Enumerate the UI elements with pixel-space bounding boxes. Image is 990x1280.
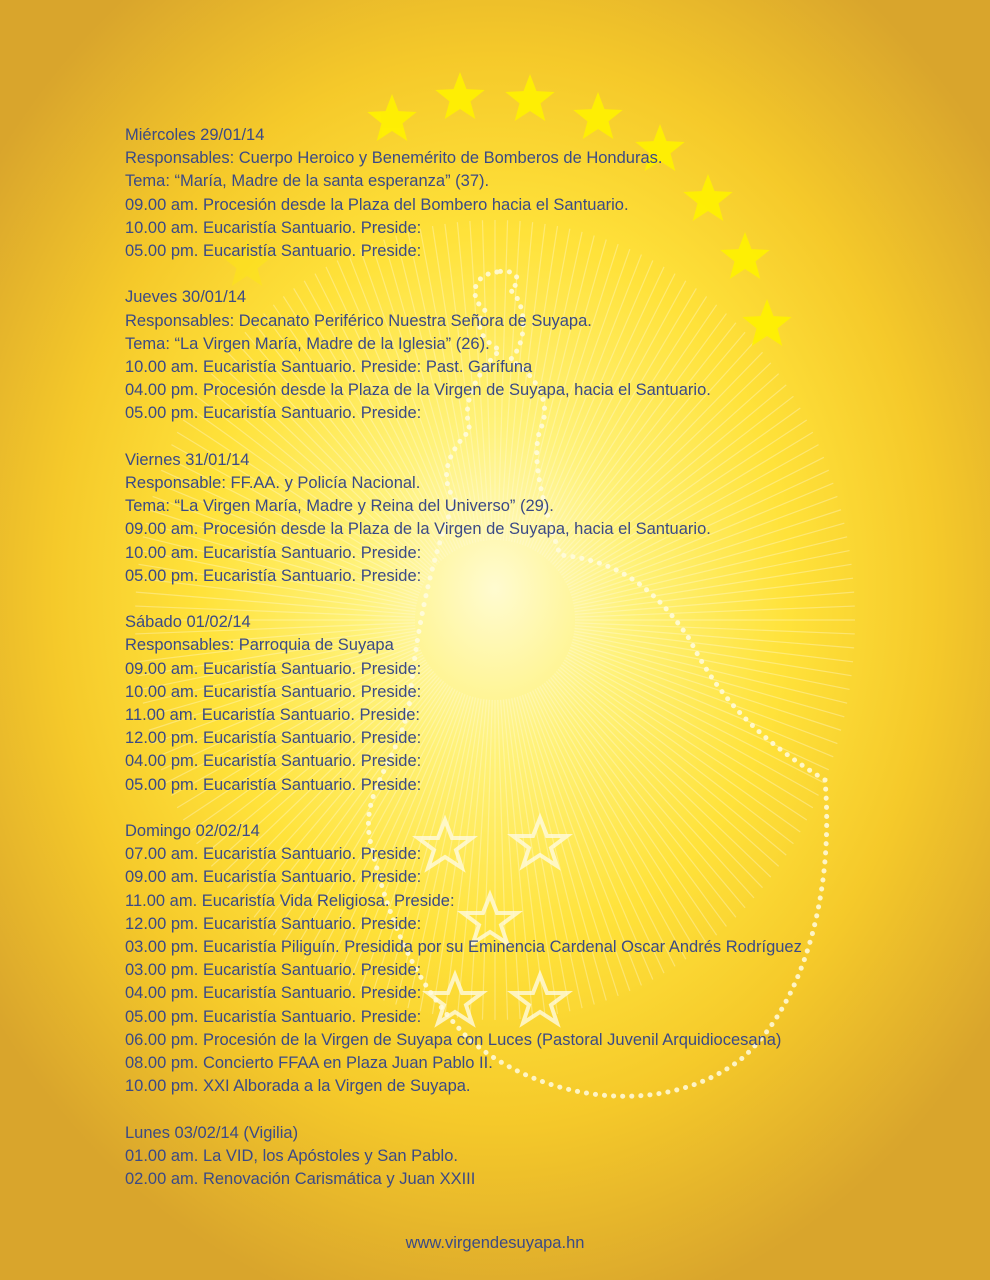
schedule-line: 11.00 am. Eucaristía Vida Religiosa. Preside: [125, 891, 455, 910]
day-heading: Lunes 03/02/14 (Vigilia) [125, 1123, 299, 1142]
schedule-line: 10.00 am. Eucaristía Santuario. Preside: Past. Garífuna [125, 358, 533, 377]
schedule-line: 03.00 pm. Eucaristía Santuario. Preside: [125, 961, 422, 980]
schedule-line: 05.00 pm. Eucaristía Santuario. Preside: [125, 566, 422, 585]
schedule-line: Tema: “María, Madre de la santa esperanza” (37). [125, 172, 490, 191]
schedule-line: 04.00 pm. Eucaristía Santuario. Preside: [125, 752, 422, 771]
day-section [125, 611, 885, 797]
day-section [125, 124, 885, 263]
schedule-line: 12.00 pm. Eucaristía Santuario. Preside: [125, 729, 422, 748]
day-section [125, 1122, 885, 1192]
schedule-line: 10.00 am. Eucaristía Santuario. Preside: [125, 218, 422, 237]
schedule-line: 04.00 pm. Procesión desde la Plaza de la Virgen de Suyapa, hacia el Santuario. [125, 381, 711, 400]
schedule-line: Tema: “La Virgen María, Madre y Reina del Universo” (29). [125, 497, 554, 516]
schedule-line: 05.00 pm. Eucaristía Santuario. Preside: [125, 404, 422, 423]
website-url[interactable]: www.virgendesuyapa.hn [405, 1234, 585, 1252]
schedule-line: 11.00 am. Eucaristía Santuario. Preside: [125, 706, 421, 725]
day-section [125, 449, 885, 588]
schedule-line: 09.00 am. Procesión desde la Plaza de la Virgen de Suyapa, hacia el Santuario. [125, 520, 711, 539]
schedule-line: 01.00 am. La VID, los Apóstoles y San Pablo. [125, 1146, 458, 1165]
crown-star-3 [505, 74, 554, 121]
day-heading: Domingo 02/02/14 [125, 822, 260, 841]
schedule-line: 09.00 am. Eucaristía Santuario. Preside: [125, 868, 422, 887]
schedule-line: 05.00 pm. Eucaristía Santuario. Preside: [125, 1007, 422, 1026]
schedule-line: 03.00 pm. Eucaristía Piliguín. Presidida por su Eminencia Cardenal Oscar Andrés Rodríguez [125, 938, 802, 957]
schedule-line: Responsables: Parroquia de Suyapa [125, 636, 394, 655]
schedule-line: 08.00 pm. Concierto FFAA en Plaza Juan Pablo II. [125, 1054, 493, 1073]
day-heading: Jueves 30/01/14 [125, 288, 247, 307]
day-section [125, 286, 885, 425]
schedule-line: 04.00 pm. Eucaristía Santuario. Preside: [125, 984, 422, 1003]
schedule-line: 05.00 pm. Eucaristía Santuario. Preside: [125, 242, 422, 261]
schedule-line: 09.00 am. Eucaristía Santuario. Preside: [125, 659, 422, 678]
day-heading: Miércoles 29/01/14 [125, 126, 265, 144]
schedule-line: 10.00 am. Eucaristía Santuario. Preside: [125, 543, 422, 562]
schedule-line: 10.00 am. Eucaristía Santuario. Preside: [125, 682, 422, 701]
schedule-line: 10.00 pm. XXI Alborada a la Virgen de Suyapa. [125, 1077, 471, 1096]
crown-star-2 [435, 72, 484, 119]
schedule-line: 12.00 pm. Eucaristía Santuario. Preside: [125, 914, 422, 933]
schedule-line: Responsable: FF.AA. y Policía Nacional. [125, 474, 421, 493]
schedule-line: Responsables: Cuerpo Heroico y Benemérito de Bomberos de Honduras. [125, 149, 663, 168]
schedule-line: 07.00 am. Eucaristía Santuario. Preside: [125, 845, 422, 864]
day-section [125, 820, 885, 1098]
schedule-line: 09.00 am. Procesión desde la Plaza del Bombero hacia el Santuario. [125, 195, 629, 214]
schedule-document [125, 124, 885, 1214]
day-heading: Viernes 31/01/14 [125, 450, 250, 469]
schedule-line: 05.00 pm. Eucaristía Santuario. Preside: [125, 775, 422, 794]
schedule-line: Tema: “La Virgen María, Madre de la Iglesia” (26). [125, 334, 490, 353]
schedule-line: 06.00 pm. Procesión de la Virgen de Suyapa con Luces (Pastoral Juvenil Arquidiocesana) [125, 1030, 782, 1049]
day-heading: Sábado 01/02/14 [125, 613, 251, 632]
schedule-line: 02.00 am. Renovación Carismática y Juan XXIII [125, 1170, 476, 1189]
schedule-line: Responsables: Decanato Periférico Nuestra Señora de Suyapa. [125, 311, 592, 330]
